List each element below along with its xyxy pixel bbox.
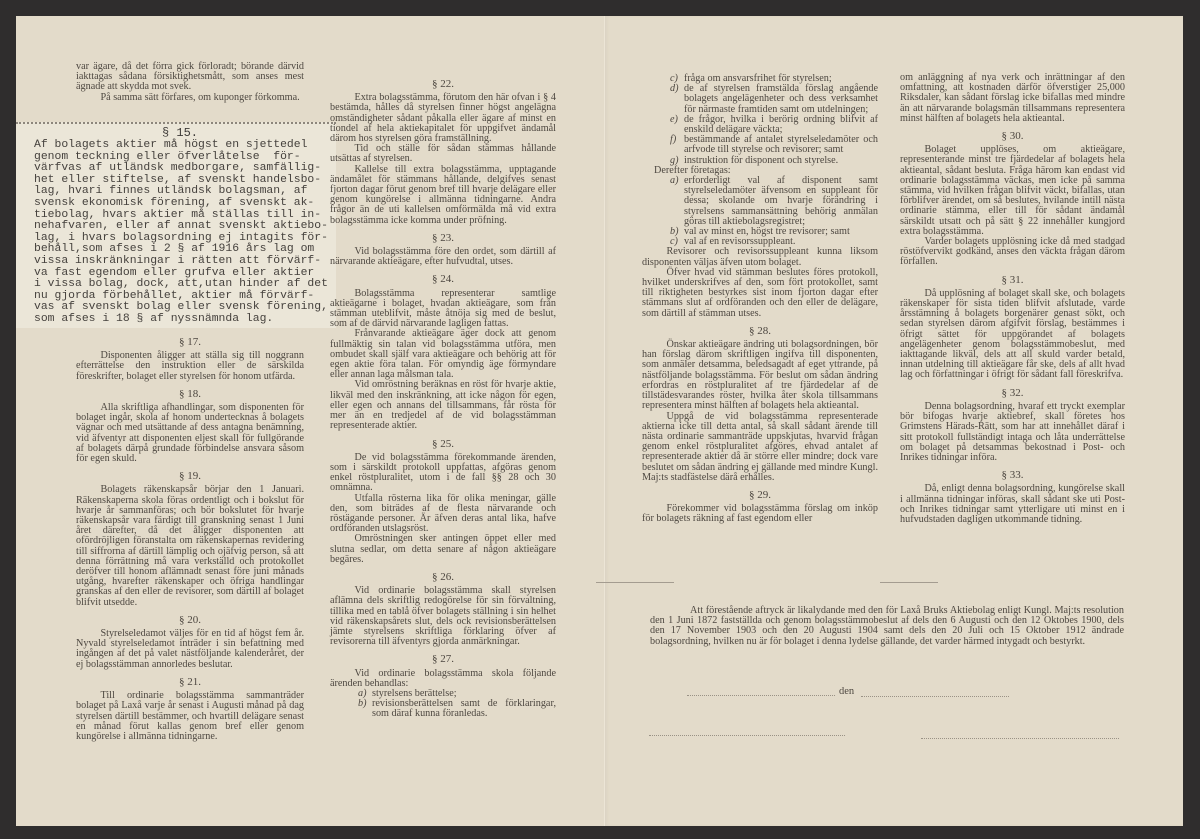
typed-line: behåll,som afses i 2 § af 1916 års lag om (34, 243, 315, 256)
paragraph: var ägare, då det förra gick förloradt; börande därvid iakttagas sådana försiktighetsmått, som anses mest ägnade att skydda mot svek. (76, 61, 304, 93)
paragraph: Vid ordinarie bolagsstämma skall styrelsen aflämna dels skriftlig redogörelse för sin förvaltning, tillika med en tablå öfver bolagets ställning i sin helhet vid räkenskapsårets slut, dels ock revisionsberättelsen jämte styrelsens skriftliga förklaring öfver af revisorerna till äfventyrs gjorda anmärkningar. (330, 585, 556, 648)
list-item-label: c) (670, 73, 678, 84)
section-heading: § 24. (432, 273, 454, 286)
paragraph: Denna bolagsordning, hvaraf ett tryckt exemplar bör bifogas hvarje aktiebref, skall företes hos Grimstens Härads-Rätt, som har att innehållet däraf i sitt protokoll fullständigt intaga och låta underrättelse om bolaget på detsammas bekostnad i Post- och Inrikes tidningar införa. (900, 400, 1125, 463)
section-heading: § 27. (432, 653, 454, 666)
paragraph: Vid bolagsstämma före den ordet, som därtill af närvarande aktieägare, efter hufvudtal, utses. (330, 246, 556, 268)
column-end-rule (880, 582, 938, 583)
section-heading: § 28. (749, 324, 771, 337)
list-item-text: erforderligt val af disponent samt styrelseledamöter äfvensom en suppleant för dessa; skolande om hvarje förändring i styrelsens sammansättning behörig anmälan göras till aktiebolagsregistret; (684, 175, 878, 227)
typed-line: vas af svenskt bolag eller svensk förening, (34, 301, 328, 314)
fourth-column (900, 73, 1125, 525)
paragraph: Derefter företagas: (654, 164, 731, 176)
signature-line-right[interactable] (921, 738, 1119, 739)
list-item (670, 135, 878, 155)
paragraph: Extra bolagsstämma, förutom den här ofvan i § 4 bestämda, hålles då styrelsen finner högst angelägna omständigheter sådant påkalla eller ägare af minst en tiondel af hela aktiekapitalet för uppgifvet ändamål därom hos styrelsen göra framställning. (330, 92, 556, 145)
typed-line: genom teckning eller öfverlåtelse för- (34, 150, 301, 163)
paragraph: Revisorer och revisorssuppleant kunna liksom disponenten väljas äfven utom bolaget. (642, 246, 878, 268)
section-heading: § 23. (432, 231, 454, 244)
list-item-label: c) (670, 236, 678, 248)
section-heading: § 19. (179, 470, 201, 483)
section-heading: § 22. (432, 78, 454, 90)
paragraph: På samma sätt förfares, om kuponger förkomma. (100, 91, 300, 103)
list-item-text: val av minst en, högst tre revisorer; samt (684, 226, 850, 238)
typed-line: i vissa bolag, dock, att,utan hinder af det (34, 278, 328, 291)
paragraph: Bolagets räkenskapsår börjar den 1 Januari. Räkenskaperna skola föras ordentligt och i bokslut för hvarje år sammanföras; och bör bokslutet för hvarje räkenskapsår vara färdigt till granskning senast 1 Juni året därefter, då det åligger disponenten att ofördröjligen föranstalta om räkenskapernas revidering till siffrorna af därtill lämplig och ojäfvig person, så att denna förrättning må vara verkställd och protokollet deröfver till honom aflämnadt senast före juni månads utgång, hvarefter räkenskaper och öfriga handlingar granskas af den eller de revisorer, som därtill af bolaget blifvit utsedde. (76, 484, 304, 608)
paragraph: Alla skriftliga afhandlingar, som disponenten för bolaget ingår, skola af honom undertecknas å bolagets vägnar och med utsättande af dess antagna benämning, vid äfventyr att disponenten eljest skall för fullgörande af bolagets därpå grundade förbindelse ansvara såsom för egen skuld. (76, 402, 304, 465)
list-item-label: b) (670, 226, 679, 238)
section-heading: § 31. (1001, 273, 1024, 286)
second-column (330, 72, 556, 720)
attestation (650, 606, 1124, 647)
section-heading: § 32. (1001, 386, 1024, 399)
paragraph: Tid och ställe för sådan stämmas hållande utsättas af styrelsen. (330, 143, 556, 165)
signature-line-left[interactable] (649, 735, 845, 736)
list-item-text: fråga om ansvarsfrihet för styrelsen; (684, 73, 832, 84)
typed-line: svensk ekonomisk förening, af svenskt ak- (34, 196, 315, 209)
date-signature-line[interactable] (861, 696, 1009, 697)
list-item-text: styrelsens berättelse; (372, 687, 457, 699)
list-item-text: revisionsberättelsen samt de förklaringar, som däraf kunna föranledas. (372, 698, 556, 720)
section-heading: § 25. (432, 437, 454, 450)
section-heading: § 26. (432, 570, 454, 583)
section-heading: § 18. (179, 387, 201, 400)
list-item-label: b) (358, 698, 367, 710)
section-heading: § 29. (749, 488, 771, 501)
paragraph: Uppgå de vid bolagsstämma representerade aktierna icke till detta antal, så skall sådant ärende till nästa ordinarie sammanträde uppskjutas, hvarvid frågan genom enkel röstpluralitet afgöres, ehvad antalet af representerade aktier då är större eller mindre; dock vare beslutet om sådan ändring ej gällande med mindre Kungl. Maj:ts stadfästelse därå erhålles. (642, 410, 878, 483)
paragraph: Varder bolagets upplösning icke då med stadgad röstöfvervikt godkänd, anses den väckta frågan därom förfallen. (900, 236, 1125, 268)
date-label: den (839, 686, 855, 697)
list-item (670, 115, 878, 135)
typed-line: som afses i 18 § af nyssnämnda lag. (34, 312, 274, 325)
third-column (642, 74, 878, 525)
typed-line: värfvas af utländsk medborgare, samfällig- (34, 162, 322, 175)
list-item-label: d) (670, 83, 679, 95)
section-heading: § 17. (179, 336, 201, 348)
typed-line: vissa inskränkningar i rätten att förvärf- (34, 254, 322, 267)
list-item (358, 699, 556, 719)
section-heading: § 21. (179, 675, 201, 688)
list-item-text: de frågor, hvilka i berörig ordning blifvit af enskild delägare väckta; (684, 113, 878, 136)
left-column (76, 330, 304, 742)
paragraph: Kallelse till extra bolagsstämma, upptagande ändamålet för stämmans hållande, delgifves senast fjorton dagar förut genom bref till hvarje delägare eller genom kungörelse i allmänna tidningarne. Andra frågor än de uti kallelsen omförmälda må vid extra bolagsstämma icke komma under pröfning. (330, 163, 556, 226)
paragraph: Öfver hvad vid stämman beslutes föres protokoll, hvilket underskrifves af den, som fört protokollet, samt till riktigheten bestyrkes sist inom fjorton dagar efter stämmans slut af ordföranden och den eller de delägare, som därtill af stämman utses. (642, 266, 878, 319)
list-item-label: a) (358, 687, 367, 699)
list-item-label: a) (670, 175, 679, 187)
list-item (670, 84, 878, 115)
section-heading: § 20. (179, 613, 201, 626)
paragraph: Bolagsstämma representerar samtlige aktieägarne i bolaget, hvadan aktieägare, som från stämman uteblifvit, måste åtnöja sig med de beslut, som af de därvid närvarande lagligen fattas. (330, 287, 556, 330)
typed-line: lag, hvari finnes utländsk bolagsman, af (34, 185, 308, 198)
paragraph: Disponenten åligger att ställa sig till noggrann efterrättelse den instruktion eller de särskilda föreskrifter, bolaget eller styrelsen för honom utfärda. (76, 350, 304, 382)
paragraph: Omröstningen sker antingen öppet eller med slutna sedlar, om detta senare af någon aktieägare begäres. (330, 533, 556, 565)
paragraph: Önskar aktieägare ändring uti bolagsordningen, bör han förslag därom skriftligen ingifva till disponenten, som anmäler detsamma, beledsagadt af eget yttrande, på nästföljande bolagsstämma. För beslut om sådan ändring erfordras en röstpluralitet af tre fjärdedelar af de tillstädesvarandes röster, hvilka åter skola tillsammans representera minst hälften af bolagets hela aktieantal. (642, 339, 878, 412)
place-signature-line[interactable] (687, 695, 835, 696)
typed-line: Af bolagets aktier må högst en sjettedel (34, 139, 308, 151)
typed-line: nehafvaren, eller af annat svenskt aktiebo- (34, 220, 328, 233)
list-item-text: de af styrelsen framstälda förslag angående bolagets angelägenheter och dess verksamhet för närmaste framtiden samt om utdelningen; (684, 83, 878, 115)
paragraph: Bolaget upplöses, om aktieägare, representerande minst tre fjärdedelar af bolagets hela aktieantal, sådant besluta. Fråga härom kan endast vid ordinarie bolagsstämma väckas, men icke på samma stämma, vid hvilken frågan blifvit väckt, bifallas, utan förblifver ärendet, om så beslutes, hvilande intill nästa ordinarie stämma, eller till för sådant ändamål särskildt utsatt och på sätt § 22 innehåller kungjord extra bolagsstämma. (900, 144, 1125, 237)
paragraph: Förekommer vid bolagsstämma förslag om inköp för bolagets räkning af fast egendom eller (642, 503, 878, 525)
section-15-text (34, 140, 328, 326)
section-heading: § 33. (1001, 469, 1024, 482)
paragraph: Till ordinarie bolagsstämma sammanträder bolaget på Laxå varje år senast i Augusti månad på dag styrelsen därtill bestämmer, och hvartill delägare senast en månad förut kallas genom bref eller genom kungörelse i allmänna tidningarne. (76, 690, 304, 742)
list-item-label: g) (670, 154, 679, 166)
section-15-heading: § 15. (162, 126, 199, 140)
typed-line: nu gjorda förbehållet, aktier må förvärf- (34, 289, 315, 302)
list-item-label: e) (670, 113, 678, 125)
paragraph: Då upplösning af bolaget skall ske, och bolagets räkenskaper för sista tiden blifvit afslutade, varde årsstämning å bolagets borgenärer genast sökt, och sedan styrelsen därom afgifvit förslag, bestämmes i öfrigt sättet för uppgörandet af bolagets angelägenheter genom bolagsstämmobeslut, med iakttagande likväl, dels att all skuld varder betald, innan utdelning till aktieägare får ske, dels af allt hvad lag och författningar i öfrigt för sådant fall föreskrifva. (900, 287, 1125, 381)
paragraph: Styrelseledamot väljes för en tid af högst fem år. Nyvald styrelseledamot inträder i sin befattning med ingången af det på valet nästföljande kalenderåret, der ej bolagsstämman annorledes beslutar. (76, 628, 304, 670)
column-end-rule (596, 582, 674, 583)
section-heading: § 30. (1001, 130, 1024, 143)
list-item-label: f) (670, 134, 677, 146)
typed-line: het eller stiftelse, af svenskt handelsbo- (34, 173, 322, 186)
paragraph: De vid bolagsstämma förekommande ärenden, som i särskildt protokoll uppfattas, afgöras genom enkel röstpluralitet, utom i de fall §§ 28 och 30 omnämna. (330, 451, 556, 494)
typed-line: lag, i hvars bolagsordning ej intagits för- (34, 231, 328, 244)
paragraph: Vid omröstning beräknas en röst för hvarje aktie, likväl med den inskränkning, att icke någon för egen, eller egen och annans del tillsammans, får rösta för mer än en tredjedel af de vid bolagsstämman representerade aktier. (330, 379, 556, 432)
list-item (670, 176, 878, 227)
list-item-text: bestämmande af antalet styrelseledamöter och arfvode till styrelse och revisorer; samt (684, 134, 878, 156)
list-item-text: instruktion för disponent och styrelse. (684, 154, 839, 166)
typed-line: tiebolag, hvars aktier må ställas till in- (34, 208, 322, 221)
typewritten-section-15 (16, 122, 336, 328)
paragraph: Då, enligt denna bolagsordning, kungörelse skall i allmänna tidningar införas, skall sådant ske uti Post- och Inrikes tidningar samt ytterligare uti minst en i hufvudstaden dagligen utkommande tidning. (900, 483, 1125, 525)
attestation-text: Att förestående aftryck är likalydande med den för Laxå Bruks Aktiebolag enligt Kungl. Maj:ts resolution den 1 Juni 1872 fastställda och genom bolagsstämmobeslut af dels den 6 Augusti och den 12 Oktobes 1900, dels den 17 November 1903 och den 20 Augusti 1904 samt dels den 20 Juli och 15 Oktober 1912 ändrade bolagsordning, hvilken nu är för bolaget i denna lydelse gällande, det varder härmed intygadt och bestyrkt. (650, 605, 1124, 647)
paragraph: om anläggning af nya verk och inrättningar af den omfattning, att kostnaden därför öfverstiger 25,000 Riksdaler, kan sådant förslag icke bifallas med mindre än att närvarande bolagsmän tillsammans representera minst hälften af bolagets hela aktieantal. (900, 72, 1125, 124)
paragraph: Utfalla rösterna lika för olika meningar, gälle den, som biträdes af de flesta närvarande och röstägande personer. Är äfven deras antal lika, hafve ordföranden utslagsröst. (330, 492, 556, 535)
paragraph: Vid ordinarie bolagsstämma skola följande ärenden behandlas: (330, 667, 556, 689)
left-column-top (76, 62, 304, 103)
list-item-text: val af en revisorssuppleant. (684, 236, 796, 248)
paragraph: Frånvarande aktieägare äger dock att genom fullmäktig sin talan vid bolagsstämma utföra, men ombudet skall själf vara aktieägare och behörig att för egen aktie föra talan. För omyndig äge förmyndare eller annan laga målsman tala. (330, 328, 556, 381)
typed-line: va fast egendom eller grufva eller aktier (34, 266, 315, 279)
